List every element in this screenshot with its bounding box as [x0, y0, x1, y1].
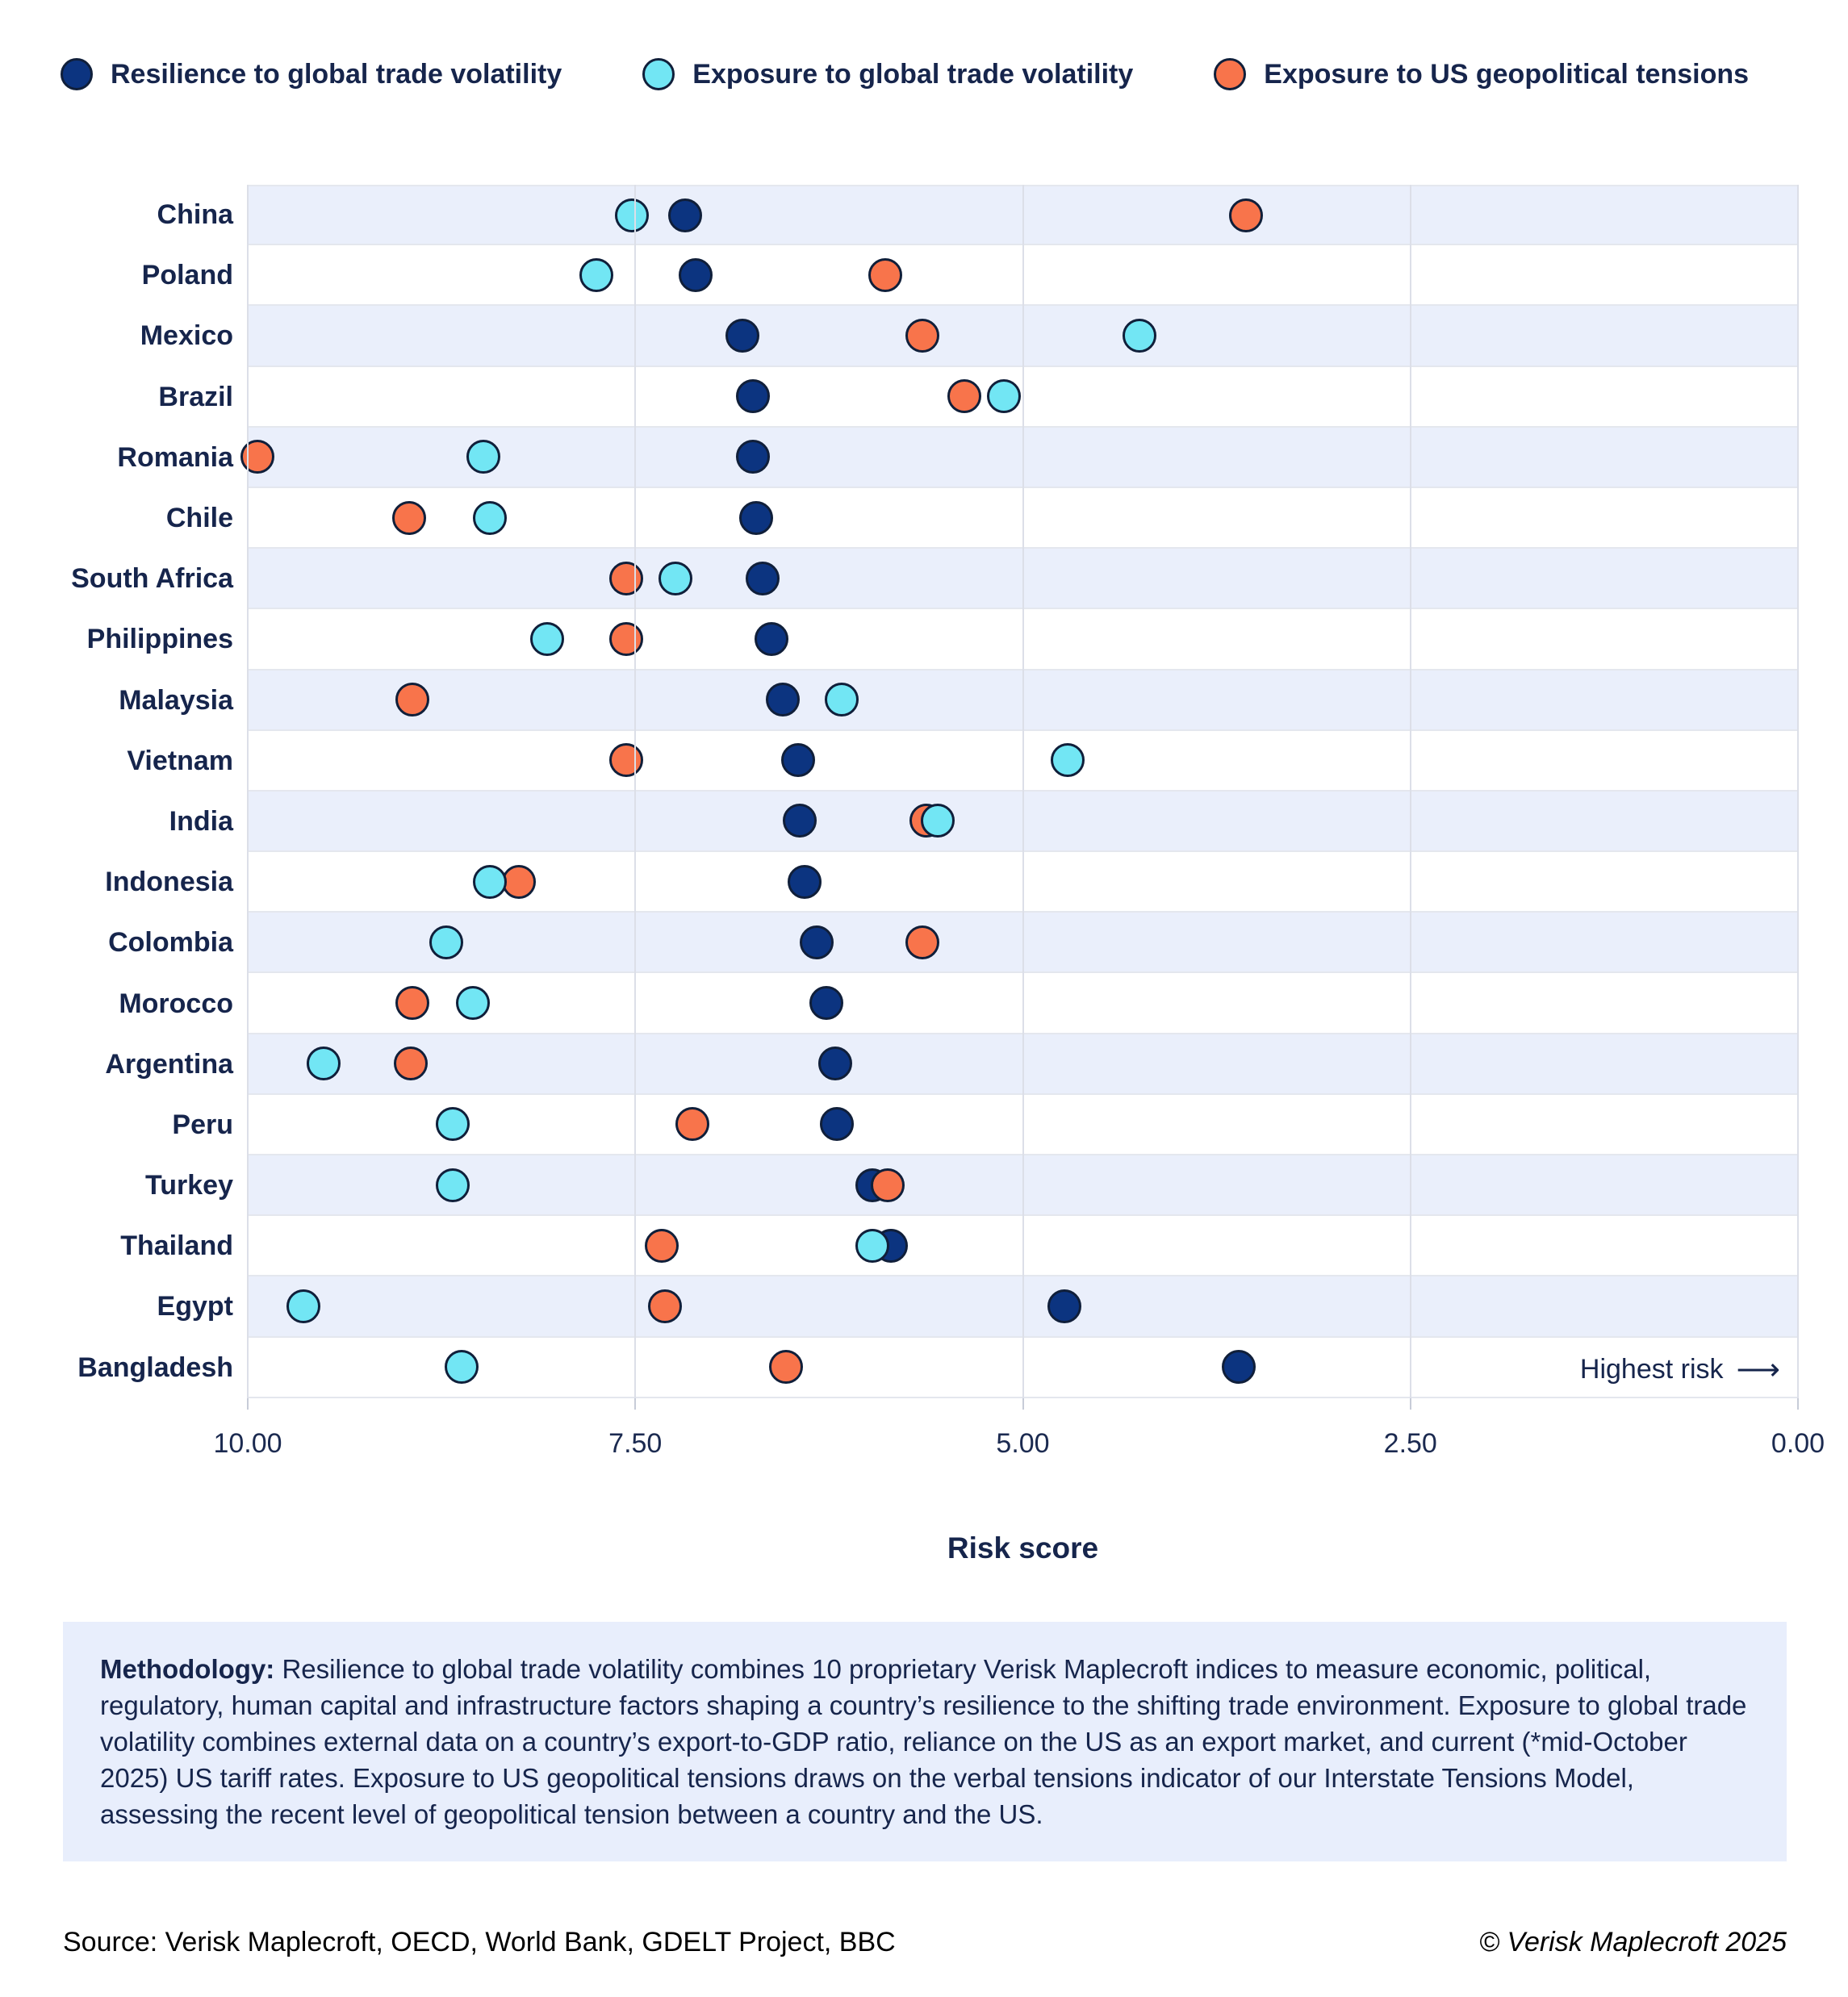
dot-exposure_us	[609, 562, 643, 595]
dot-exposure_us	[609, 622, 643, 656]
highest-risk-label: Highest risk	[1579, 1354, 1724, 1385]
dot-resilience	[746, 562, 780, 595]
country-label: India	[169, 805, 233, 837]
gridline	[634, 185, 636, 1398]
x-tick-mark	[634, 1398, 636, 1410]
dot-resilience	[783, 804, 817, 838]
country-label: Colombia	[108, 927, 233, 959]
dot-exposure_us	[502, 865, 536, 899]
x-tick-label: 2.50	[1383, 1428, 1437, 1459]
country-label: Brazil	[158, 381, 233, 412]
dot-resilience	[668, 198, 702, 232]
footer	[63, 1927, 1787, 1958]
dot-exposure_trade	[466, 440, 500, 474]
dot-resilience	[736, 379, 770, 413]
dot-exposure_us	[1229, 198, 1263, 232]
gridline	[1022, 185, 1024, 1398]
highest-risk-annotation	[1580, 1354, 1780, 1385]
country-label: Peru	[172, 1109, 233, 1140]
right-arrow-icon: ⟶	[1736, 1352, 1780, 1387]
gridline	[247, 185, 249, 1398]
dot-exposure_us	[395, 986, 429, 1020]
country-label: Turkey	[145, 1170, 233, 1201]
gridline	[1410, 185, 1411, 1398]
dot-exposure_us	[392, 501, 426, 535]
country-label: Vietnam	[127, 745, 233, 776]
dot-resilience	[788, 865, 822, 899]
dot-exposure_trade	[473, 865, 507, 899]
country-label: Chile	[165, 503, 233, 534]
dot-resilience	[781, 743, 815, 777]
dot-exposure_us	[395, 683, 429, 716]
dot-exposure_trade	[825, 683, 859, 716]
dot-resilience	[820, 1107, 854, 1141]
dot-exposure_trade	[615, 198, 649, 232]
country-label: Malaysia	[119, 684, 233, 716]
x-tick-mark	[247, 1398, 249, 1410]
dot-exposure_us	[769, 1350, 803, 1384]
dot-resilience	[800, 925, 834, 959]
country-labels	[0, 185, 233, 1398]
dot-resilience	[725, 319, 759, 353]
methodology-text: Resilience to global trade volatility combines 10 proprietary Verisk Maplecroft indices to measure economic, political, regulatory, human capital and infrastructure factors shaping a country’s resilience to the shifting trade environment. Exposure to global trade volatility combines external data on a country’s export-to-GDP ratio, reliance on the US as an export market, and current (*mid-October 2025) US tariff rates. Exposure to US geopolitical tensions draws on the verbal tensions indicator of our Interstate Tensions Model, assessing the recent level of geopolitical tension between a country and the US.	[100, 1654, 1747, 1829]
x-axis-ticks	[248, 1398, 1798, 1411]
dot-exposure_us	[947, 379, 981, 413]
dot-exposure_trade	[473, 501, 507, 535]
source-text: Source: Verisk Maplecroft, OECD, World Bank, GDELT Project, BBC	[63, 1927, 896, 1957]
dot-exposure_trade	[1123, 319, 1156, 353]
dot-exposure_trade	[445, 1350, 479, 1384]
gridline	[1797, 185, 1799, 1398]
dot-exposure_trade	[307, 1047, 341, 1080]
x-tick-mark	[1410, 1398, 1411, 1410]
x-tick-mark	[1022, 1398, 1024, 1410]
plot-area	[248, 185, 1798, 1398]
country-label: Argentina	[105, 1048, 233, 1080]
country-label: Poland	[141, 260, 233, 291]
dot-exposure_us	[868, 258, 902, 292]
dot-exposure_trade	[1051, 743, 1085, 777]
dot-exposure_us	[240, 440, 274, 474]
dot-exposure_us	[905, 925, 939, 959]
dot-exposure_us	[905, 319, 939, 353]
country-label: China	[157, 199, 233, 231]
dot-resilience	[809, 986, 843, 1020]
dot-exposure_trade	[436, 1168, 470, 1202]
dot-exposure_trade	[855, 1229, 889, 1263]
dot-exposure_us	[675, 1107, 709, 1141]
dot-exposure_us	[645, 1229, 679, 1263]
dot-exposure_trade	[436, 1107, 470, 1141]
dot-exposure_trade	[921, 804, 955, 838]
dot-resilience	[755, 622, 788, 656]
country-label: Bangladesh	[77, 1352, 233, 1383]
dot-resilience	[739, 501, 773, 535]
legend-label-exposure-us: Exposure to US geopolitical tensions	[1264, 58, 1750, 90]
dot-exposure_trade	[286, 1289, 320, 1323]
dot-resilience	[818, 1047, 852, 1080]
dot-resilience	[679, 258, 713, 292]
legend-label-resilience: Resilience to global trade volatility	[111, 58, 562, 90]
dot-resilience	[1222, 1350, 1256, 1384]
dot-exposure_us	[871, 1168, 905, 1202]
dot-exposure_us	[609, 743, 643, 777]
x-tick-label: 7.50	[608, 1428, 663, 1459]
x-axis-title: Risk score	[947, 1531, 1099, 1565]
dot-resilience	[1047, 1289, 1081, 1323]
copyright-text: © Verisk Maplecroft 2025	[1479, 1927, 1787, 1957]
dot-exposure_trade	[530, 622, 564, 656]
country-label: Romania	[117, 441, 233, 473]
dot-resilience	[736, 440, 770, 474]
methodology-label: Methodology:	[100, 1654, 275, 1684]
dot-exposure_trade	[659, 562, 692, 595]
dot-exposure_trade	[429, 925, 463, 959]
dot-exposure_trade	[456, 986, 490, 1020]
dot-exposure_trade	[579, 258, 613, 292]
country-label: Morocco	[119, 988, 233, 1019]
dot-exposure_trade	[987, 379, 1021, 413]
x-tick-label: 10.00	[213, 1428, 282, 1459]
country-label: Egypt	[157, 1291, 233, 1322]
dot-resilience	[766, 683, 800, 716]
x-tick-label: 5.00	[996, 1428, 1050, 1459]
legend-label-exposure-trade: Exposure to global trade volatility	[692, 58, 1134, 90]
dot-exposure_us	[648, 1289, 682, 1323]
methodology-box	[63, 1622, 1787, 1861]
dot-exposure_us	[394, 1047, 428, 1080]
country-label: Mexico	[140, 320, 233, 352]
country-label: Thailand	[120, 1230, 233, 1262]
country-label: Indonesia	[105, 867, 233, 898]
x-tick-label: 0.00	[1771, 1428, 1825, 1459]
country-label: South Africa	[71, 563, 233, 595]
country-label: Philippines	[86, 624, 233, 655]
x-tick-mark	[1797, 1398, 1799, 1410]
x-axis-tick-labels	[213, 1428, 1825, 1464]
